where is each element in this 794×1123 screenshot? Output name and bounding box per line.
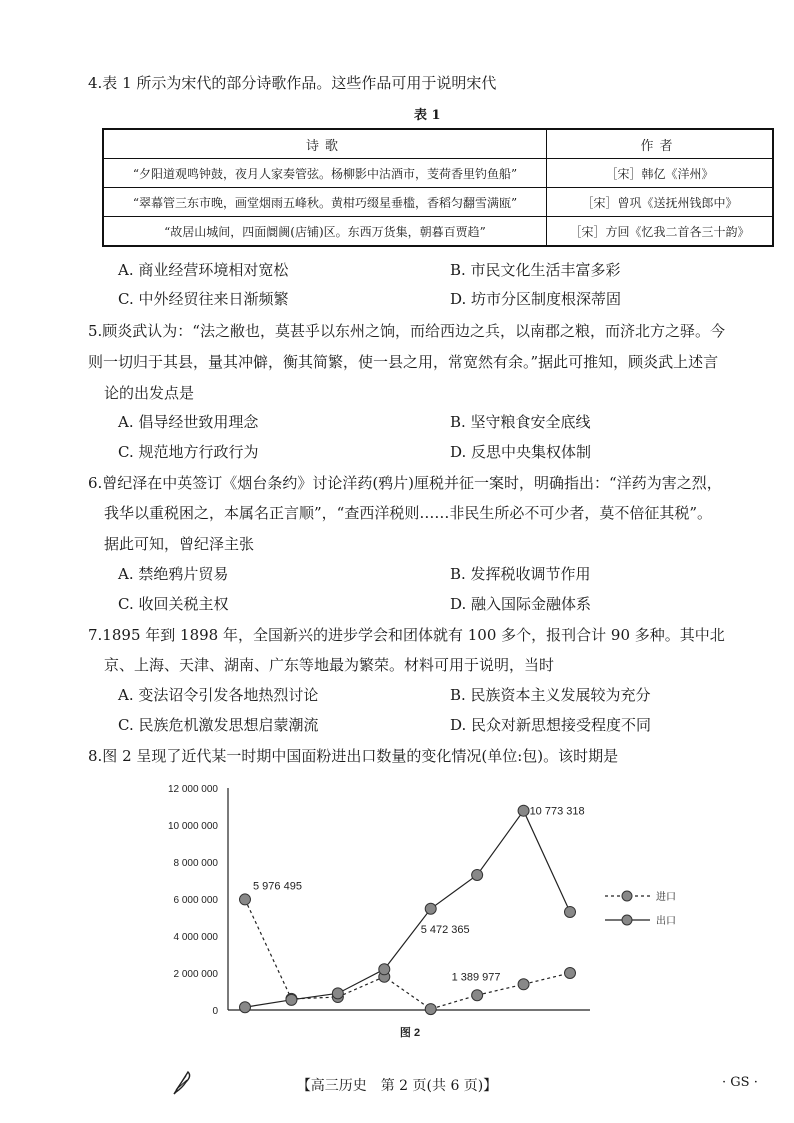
q5-option-a[interactable]: A. 倡导经世致用理念 [118, 413, 259, 431]
feather-icon [170, 1068, 194, 1096]
table-row [103, 188, 773, 217]
data-label: 1 389 977 [451, 971, 501, 984]
data-point [379, 964, 390, 975]
q6-stem-line2: 我华以重税困之，本属名正言顺”，“查西洋税则……非民生所必不可少者，莫不倍征其税”。 [104, 504, 713, 522]
figure-caption: 图 2 [399, 1027, 421, 1039]
q7-option-b[interactable]: B. 民族资本主义发展较为充分 [450, 686, 651, 704]
q7-stem-line2: 京、上海、天津、湖南、广东等地最为繁荣。材料可用于说明，当时 [104, 656, 555, 674]
flour-trade-chart [140, 770, 720, 1045]
legend-label: 进口 [656, 892, 676, 903]
legend-label: 出口 [656, 916, 676, 927]
data-point [240, 894, 251, 905]
q4-option-d[interactable]: D. 坊市分区制度根深蒂固 [450, 290, 622, 308]
y-tick-label: 12 000 000 [167, 784, 218, 795]
poem-table [102, 128, 774, 247]
data-point [286, 994, 297, 1005]
q4-option-c[interactable]: C. 中外经贸往来日渐频繁 [118, 290, 289, 308]
q5-stem-line2: 则一切归于其县，量其冲僻，衡其简繁，使一县之用，常宽然有余。”据此可推知，顾炎武上述言 [88, 353, 719, 371]
data-point [425, 1004, 436, 1015]
y-tick-label: 10 000 000 [167, 821, 218, 832]
q6-option-b[interactable]: B. 发挥税收调节作用 [450, 565, 591, 583]
series-line-export [245, 811, 570, 1008]
table-cell-poem: “夕阳道观鸣钟鼓，夜月人家奏管弦。杨柳影中沽酒市，芰荷香里钓鱼船” [103, 159, 547, 188]
q6-option-d[interactable]: D. 融入国际金融体系 [450, 595, 592, 613]
table-header-poem: 诗歌 [103, 129, 547, 159]
data-point [332, 988, 343, 999]
table-cell-poem: “翠幕管三东市晚，画堂烟雨五峰秋。黄柑巧缀星垂槛，香稻匀翻雪满瓯” [103, 188, 547, 217]
data-point [472, 869, 483, 880]
data-point [240, 1002, 251, 1013]
q6-option-a[interactable]: A. 禁绝鸦片贸易 [118, 565, 229, 583]
q5-option-c[interactable]: C. 规范地方行政行为 [118, 443, 259, 461]
q5-stem-line3: 论的出发点是 [104, 384, 195, 402]
data-label: 5 472 365 [420, 923, 470, 936]
data-point [472, 990, 483, 1001]
data-point [518, 979, 529, 990]
q7-option-c[interactable]: C. 民族危机激发思想启蒙潮流 [118, 716, 319, 734]
q6-option-c[interactable]: C. 收回关税主权 [118, 595, 229, 613]
y-tick-label: 0 [212, 1006, 218, 1017]
q8-stem: 8.图 2 呈现了近代某一时期中国面粉进出口数量的变化情况(单位:包)。该时期是 [88, 747, 619, 765]
q4-stem: 4.表 1 所示为宋代的部分诗歌作品。这些作品可用于说明宋代 [88, 74, 497, 92]
table-caption: 表 1 [414, 108, 441, 123]
data-label: 10 773 318 [529, 805, 585, 818]
data-point [565, 968, 576, 979]
series-line-import [245, 899, 570, 1009]
q7-stem-line1: 7.1895 年到 1898 年，全国新兴的进步学会和团体就有 100 多个，报刊合计 90 多种。其中北 [88, 626, 725, 644]
footer-code: · GS · [722, 1075, 758, 1090]
table-cell-author: ［宋］曾巩《送抚州钱郎中》 [547, 188, 774, 217]
table-cell-author: ［宋］韩亿《洋州》 [547, 159, 774, 188]
q5-option-d[interactable]: D. 反思中央集权体制 [450, 443, 592, 461]
table-row [103, 159, 773, 188]
q4-option-a[interactable]: A. 商业经营环境相对宽松 [118, 261, 289, 279]
data-point [425, 903, 436, 914]
q7-option-d[interactable]: D. 民众对新思想接受程度不同 [450, 716, 652, 734]
table-cell-poem: “故居山城间，四面阛阓(店铺)区。东西万货集，朝暮百贾趋” [103, 217, 547, 247]
y-tick-label: 4 000 000 [173, 932, 218, 943]
table-row [103, 217, 773, 247]
y-tick-label: 8 000 000 [173, 858, 218, 869]
legend-marker [622, 915, 632, 925]
q7-option-a[interactable]: A. 变法诏令引发各地热烈讨论 [118, 686, 319, 704]
table-header-author: 作者 [547, 129, 774, 159]
q6-stem-line3: 据此可知，曾纪泽主张 [104, 535, 255, 553]
y-tick-label: 2 000 000 [173, 969, 218, 980]
data-point [518, 805, 529, 816]
y-tick-label: 6 000 000 [173, 895, 218, 906]
data-label: 5 976 495 [253, 880, 302, 893]
q5-option-b[interactable]: B. 坚守粮食安全底线 [450, 413, 591, 431]
q5-stem-line1: 5.顾炎武认为：“法之敝也，莫甚乎以东州之饷，而给西边之兵，以南郡之粮，而济北方之驿。今 [88, 322, 725, 340]
table-cell-author: ［宋］方回《忆我二首各三十韵》 [547, 217, 774, 247]
q4-option-b[interactable]: B. 市民文化生活丰富多彩 [450, 261, 621, 279]
legend-marker [622, 891, 632, 901]
footer-page-info: 【高三历史 第 2 页(共 6 页)】 [296, 1078, 498, 1094]
data-point [565, 906, 576, 917]
q6-stem-line1: 6.曾纪泽在中英签订《烟台条约》讨论洋药(鸦片)厘税并征一案时，明确指出：“洋药为害之烈， [88, 474, 722, 492]
